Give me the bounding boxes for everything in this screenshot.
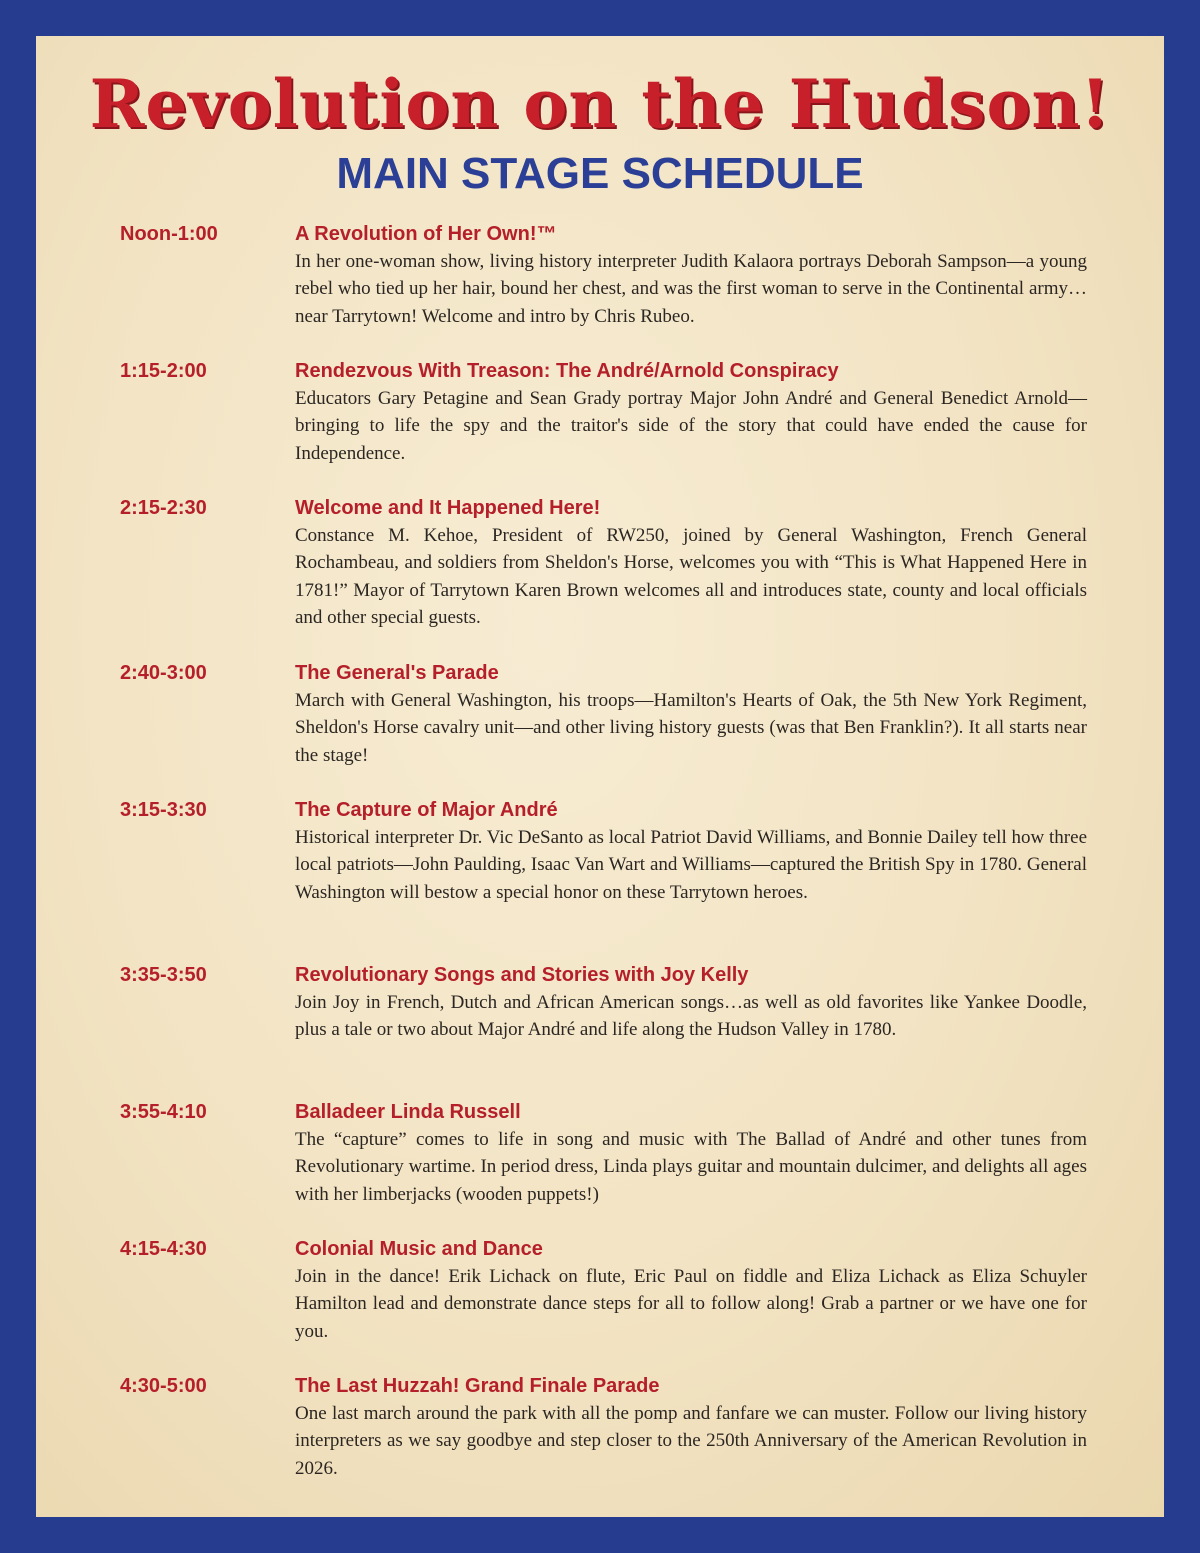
event-title: Welcome and It Happened Here! <box>295 497 601 519</box>
event-description: Historical interpreter Dr. Vic DeSanto as local Patriot David Williams, and Bonnie Dailey tell how three local patriots—John Paulding, Isaac Van Wart and Williams—captured the British Spy in 1780. General Washington will bestow a special honor on these Tarrytown heroes. <box>295 827 1087 903</box>
event-description: The “capture” comes to life in song and music with The Ballad of André and other tunes from Revolutionary wartime. In period dress, Linda plays guitar and mountain dulcimer, and delights all ages with her limberjacks (wooden puppets!) <box>295 1129 1087 1205</box>
event-description: Join Joy in French, Dutch and African American songs…as well as old favorites like Yankee Doodle, plus a tale or two about Major André and life along the Hudson Valley in 1780. <box>295 992 1087 1041</box>
event-time: 3:15-3:30 <box>120 799 207 821</box>
event-time: 1:15-2:00 <box>120 360 207 382</box>
event-description: Educators Gary Petagine and Sean Grady portray Major John André and General Benedict Arnold—bringing to life the spy and the traitor's side of the story that could have ended the cause for Independence. <box>295 388 1087 464</box>
schedule-poster <box>36 36 1164 1517</box>
event-title: Revolutionary Songs and Stories with Joy Kelly <box>295 964 749 986</box>
event-description: Constance M. Kehoe, President of RW250, joined by General Washington, French General Rochambeau, and soldiers from Sheldon's Horse, welcomes you with “This is What Happened Here in 1781!” Mayor of Tarrytown Karen Brown welcomes all and introduces state, county and local officials and other special guests. <box>295 525 1087 628</box>
event-title: Colonial Music and Dance <box>295 1238 543 1260</box>
event-title: The Capture of Major André <box>295 799 558 821</box>
event-time: 3:35-3:50 <box>120 964 207 986</box>
event-description: March with General Washington, his troops—Hamilton's Hearts of Oak, the 5th New York Regiment, Sheldon's Horse cavalry unit—and other living history guests (was that Ben Franklin?). It all starts near the stage! <box>295 690 1087 766</box>
event-time: 2:15-2:30 <box>120 497 207 519</box>
event-title: Rendezvous With Treason: The André/Arnold Conspiracy <box>295 360 839 382</box>
event-time: 4:15-4:30 <box>120 1238 207 1260</box>
event-time: 4:30-5:00 <box>120 1375 207 1397</box>
event-time: Noon-1:00 <box>120 223 218 245</box>
event-time: 2:40-3:00 <box>120 662 207 684</box>
event-time: 3:55-4:10 <box>120 1101 207 1123</box>
event-title: Balladeer Linda Russell <box>295 1101 521 1123</box>
event-title: A Revolution of Her Own!™ <box>295 223 557 245</box>
poster-subtitle: MAIN STAGE SCHEDULE <box>336 149 864 198</box>
event-title: The Last Huzzah! Grand Finale Parade <box>295 1375 660 1397</box>
event-description: Join in the dance! Erik Lichack on flute, Eric Paul on fiddle and Eliza Lichack as Eliza Schuyler Hamilton lead and demonstrate dance steps for all to follow along! Grab a partner or we have one for you. <box>295 1266 1087 1342</box>
poster-title: Revolution on the Hudson! <box>89 65 1111 143</box>
event-title: The General's Parade <box>295 662 499 684</box>
event-description: One last march around the park with all the pomp and fanfare we can muster. Follow our living history interpreters as we say goodbye and step closer to the 250th Anniversary of the American Revolution in 2026. <box>295 1403 1087 1479</box>
event-description: In her one-woman show, living history interpreter Judith Kalaora portrays Deborah Sampson—a young rebel who tied up her hair, bound her chest, and was the first woman to serve in the Continental army…near Tarrytown! Welcome and intro by Chris Rubeo. <box>295 251 1087 327</box>
